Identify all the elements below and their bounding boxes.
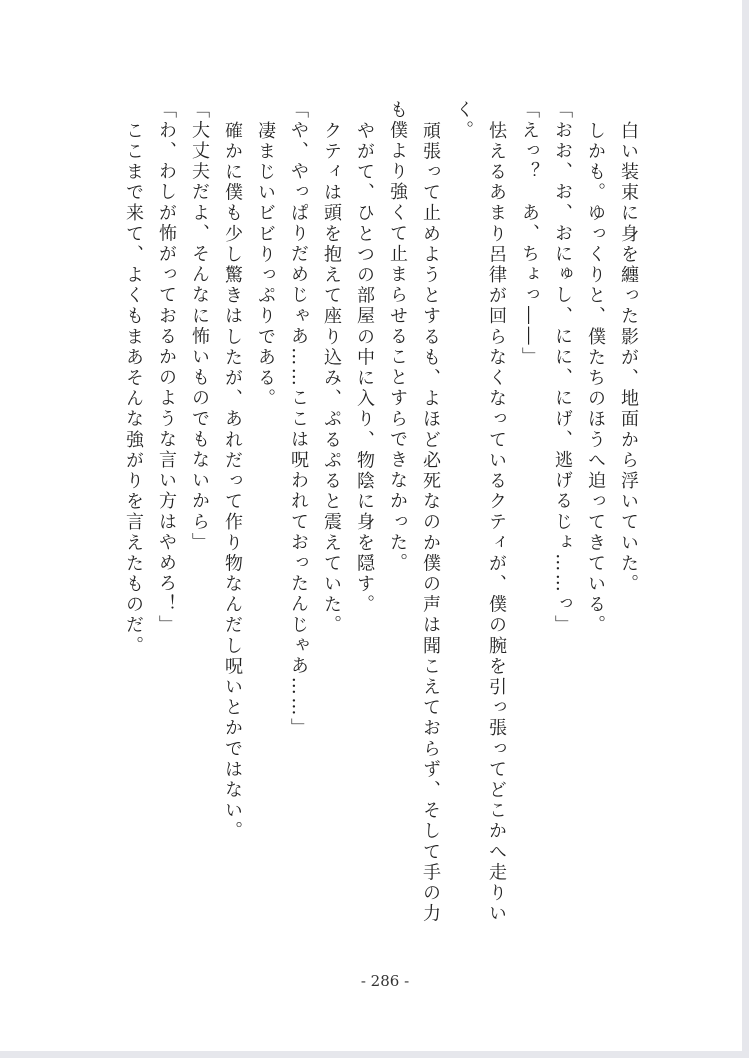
text-line: しかも。ゆっくりと、僕たちのほうへ迫ってきている。 [585, 120, 606, 636]
text-line: 怯えるあまり呂律が回らなくなっているクティが、僕の腕を引っ張ってどこかへ走りい [486, 120, 507, 924]
text-line: 「おお、お、おにゅし、にに、にげ、逃げるじょ……っ」 [552, 100, 573, 636]
text-line: 「えっ？ あ、ちょっ――」 [519, 100, 540, 368]
text-line: クティは頭を抱えて座り込み、ぷるぷると震えていた。 [321, 120, 342, 636]
text-line: く。 [453, 100, 474, 142]
text-line: 凄まじいビビりっぷりである。 [255, 120, 276, 409]
text-line: 確かに僕も少し驚きはしたが、あれだって作り物なんだし呪いとかではない。 [222, 120, 243, 842]
text-line: 「大丈夫だよ、そんなに怖いものでもないから」 [189, 100, 210, 554]
page-number: - 286 - [360, 972, 410, 990]
text-line: 白い装束に身を纏った影が、地面から浮いていた。 [618, 120, 639, 595]
vertical-body-text [117, 100, 645, 950]
text-line: 「や、やっぱりだめじゃあ……ここは呪われておったんじゃあ……」 [288, 100, 309, 739]
text-line: 「わ、わしが怖がっておるかのような言い方はやめろ！」 [156, 100, 177, 636]
text-line: ここまで来て、よくもまあそんな強がりを言えたものだ。 [123, 120, 144, 657]
text-line: 頑張って止めようとするも、よほど必死なのか僕の声は聞こえておらず、そして手の力 [420, 120, 441, 924]
text-line: やがて、ひとつの部屋の中に入り、物陰に身を隠す。 [354, 120, 375, 615]
text-line: も僕より強くて止まらせることすらできなかった。 [387, 100, 408, 574]
